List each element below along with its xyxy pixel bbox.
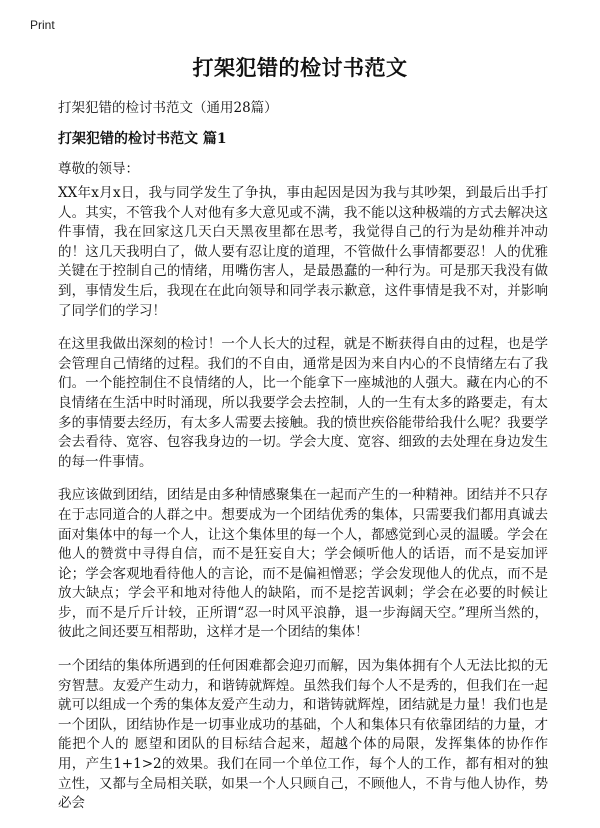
paragraph-3: 我应该做到团结，团结是由多种情感聚集在一起而产生的一种精神。团结并不只存在于志同道合的人群之中。想要成为一个团结优秀的集体，只需要我们都用真诚去面对集体中的每一个人，让这个集体里的每一个人，都感觉到心灵的温暖。学会在他人的赞赏中寻得自信，而不是狂妄自大；学会倾听他人的话语，而不是妄加评论；学会客观地看待他人的言论，而不是偏袒憎恶；学会发现他人的优点，而不是放大缺点；学会平和地对待他人的缺陷，而不是挖苦讽刺；学会在必要的时候让步，而不是斤斤计较，正所谓“忍一时风平浪静，退一步海阔天空。”理所当然的，彼此之间还要互相帮助，这样才是一个团结的集体！: [58, 487, 548, 641]
paragraph-2: 在这里我做出深刻的检讨！一个人长大的过程，就是不断获得自由的过程，也是学会管理自己情绪的过程。我们的不自由，通常是因为来自内心的不良情绪左右了我们。一个能控制住不良情绪的人，比一个能拿下一座城池的人强大。藏在内心的不良情绪在生活中时时涌现，所以我要学会去控制，人的一生有太多的路要走，有太多的事情要去经历，有太多人需要去接触。我的愤世疾俗能带给我什么呢？我要学会去看待、宽容、包容我身边的一切。学会大度、宽容、细致的去处理在身边发生的每一件事情。: [58, 336, 548, 470]
paragraph-1: XX年x月x日，我与同学发生了争执，事由起因是因为我与其吵架，到最后出手打人。其实，不管我个人对他有多大意见或不满，我不能以这种极端的方式去解决这件事情，我在回家这几天白天黑夜里都在思考，我觉得自己的行为是幼稚并冲动的！这几天我明白了，做人要有忍让度的道理，不管做什么事情都要忍！人的优雅关键在于控制自己的情绪，用嘴伤害人，是最愚蠢的一种行为。可是那天我没有做到，事情发生后，我现在在此向领导和同学表示歉意，这件事情是我不对，并影响了同学们的学习！: [58, 185, 548, 319]
paragraph-4: 一个团结的集体所遇到的任何困难都会迎刃而解，因为集体拥有个人无法比拟的无穷智慧。友爱产生动力，和谐铸就辉煌。虽然我们每个人不是秀的，但我们在一起就可以组成一个秀的集体友爱产生动力，和谐铸就辉煌，团结就是力量！我们也是一个团队，团结协作是一切事业成功的基础，个人和集体只有依靠团结的力量，才能把个人的 愿望和团队的目标结合起来，超越个体的局限，发挥集体的协作作用，产生1+1>2的效果。我们在同一个单位工作，每个人的工作，都有相对的独立性，又都与全局相关联，如果一个人只顾自己，不顾他人，不肯与他人协作，势必会: [58, 658, 548, 812]
document-title: 打架犯错的检讨书范文: [192, 55, 408, 80]
section-heading: 打架犯错的检讨书范文 篇1: [58, 131, 227, 147]
body-text: [58, 184, 548, 828]
document-subtitle: 打架犯错的检讨书范文（通用28篇）: [58, 100, 278, 116]
greeting-line: 尊敬的领导：: [58, 161, 139, 177]
print-label[interactable]: Print: [30, 18, 55, 32]
